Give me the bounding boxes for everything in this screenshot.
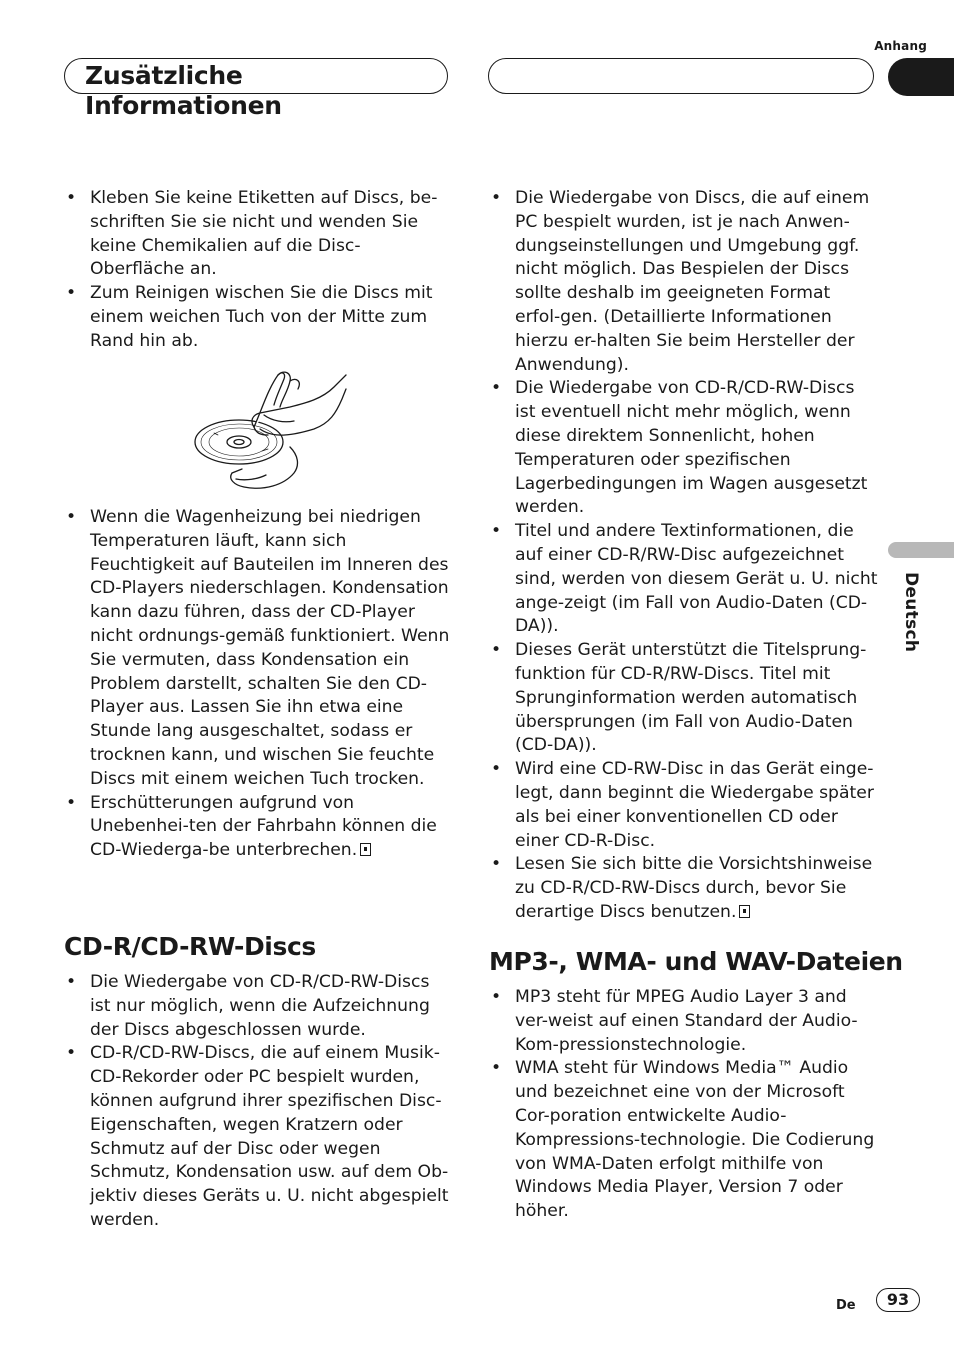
list-item: [64, 792, 454, 863]
left-mid-list: [64, 506, 454, 863]
list-item: • CD-R/CD-RW-Discs, die auf einem Musik-CD-Rekorder oder PC bespielt wurden, können aufgrund ihrer spezifischen Disc-Eigenschaften, wegen Kratzern oder Schmutz auf der Disc oder wegen Schmutz, Kondensation usw. auf dem Ob-jektiv dieses Geräts u. U. nicht abgespielt werden.: [64, 1042, 454, 1232]
list-item-text: Lesen Sie sich bitte die Vorsichtshinweise zu CD-R/CD-RW-Discs durch, bevor Sie derartige Discs benutzen.: [515, 854, 873, 922]
page-title: Zusätzliche Informationen: [85, 61, 282, 120]
list-item: • MP3 steht für MPEG Audio Layer 3 and ver-weist auf einen Standard der Audio-Kom-pressionstechnologie.: [489, 986, 879, 1057]
list-item: • Dieses Gerät unterstützt die Titelsprung-funktion für CD-R/RW-Discs. Titel mit Sprunginformation werden automatisch übersprungen (im Fall von Audio-Daten (CD-DA)).: [489, 639, 879, 758]
title-banner: [64, 58, 448, 120]
right-top-list: [489, 187, 879, 925]
list-item: • Kleben Sie keine Etiketten auf Discs, be-schriften Sie sie nicht und wenden Sie keine Chemikalien auf die Disc-Oberfläche an.: [64, 187, 454, 282]
section-heading-mp3: MP3-, WMA- und WAV-Dateien: [489, 947, 903, 976]
chapter-tab: [888, 58, 954, 96]
disc-cleaning-illustration: [194, 369, 354, 493]
page-number: 93: [876, 1288, 920, 1312]
list-item: • Zum Reinigen wischen Sie die Discs mit einem weichen Tuch von der Mitte zum Rand hin ab.: [64, 282, 454, 353]
list-item: • WMA steht für Windows Media™ Audio und bezeichnet eine von der Microsoft Cor-poration entwickelte Audio-Kompressions-technologie. Die Codierung von WMA-Daten erfolgt mithilfe von Windows Media Player, Version 7 oder höher.: [489, 1057, 879, 1224]
end-mark-icon: [360, 843, 371, 856]
language-tab-marker: [888, 542, 954, 558]
footer-lang-code: De: [836, 1298, 856, 1313]
list-item: • Die Wiedergabe von CD-R/CD-RW-Discs ist eventuell nicht mehr möglich, wenn diese direktem Sonnenlicht, hohen Temperaturen oder spezifischen Lagerbedingungen im Wagen ausgesetzt werden.: [489, 377, 879, 520]
language-label: Deutsch: [901, 572, 921, 653]
section-heading-cdr: CD-R/CD-RW-Discs: [64, 932, 316, 961]
left-top-list: [64, 187, 454, 354]
mp3-list: [489, 986, 879, 1224]
cdr-list: [64, 971, 454, 1233]
empty-banner: [488, 58, 874, 94]
end-mark-icon: [739, 905, 750, 918]
list-item: • Die Wiedergabe von CD-R/CD-RW-Discs ist nur möglich, wenn die Aufzeichnung der Discs abgeschlossen wurde.: [64, 971, 454, 1042]
list-item: • Die Wiedergabe von Discs, die auf einem PC bespielt wurden, ist je nach Anwen-dungseinstellungen und Umgebung ggf. nicht möglich. Das Bespielen der Discs sollte deshalb im geeigneten Format erfol-gen. (Detaillierte Informationen hierzu er-halten Sie beim Hersteller der Anwendung).: [489, 187, 879, 377]
list-item: • Titel und andere Textinformationen, die auf einer CD-R/RW-Disc aufgezeichnet sind, werden von diesem Gerät u. U. nicht ange-zeigt (im Fall von Audio-Daten (CD-DA)).: [489, 520, 879, 639]
list-item: • Wird eine CD-RW-Disc in das Gerät einge-legt, dann beginnt die Wiedergabe später als bei einer konventionellen CD oder einer CD-R-Disc.: [489, 758, 879, 853]
section-label: Anhang: [874, 39, 927, 53]
list-item-text: Erschütterungen aufgrund von Unebenhei-ten der Fahrbahn können die CD-Wiederga-be unterbrechen.: [90, 792, 437, 861]
list-item: [489, 853, 879, 924]
list-item: • Wenn die Wagenheizung bei niedrigen Temperaturen läuft, kann sich Feuchtigkeit auf Bauteilen im Inneren des CD-Players niederschlagen. Kondensation kann dazu führen, dass der CD-Player nicht ordnungs-gemäß funktioniert. Wenn Sie vermuten, dass Kondensation ein Problem darstellt, schalten Sie den CD-Player aus. Lassen Sie ihn etwa eine Stunde lang ausgeschaltet, sodass er trocknen kann, und wischen Sie feuchte Discs mit einem weichen Tuch trocken.: [64, 506, 454, 792]
